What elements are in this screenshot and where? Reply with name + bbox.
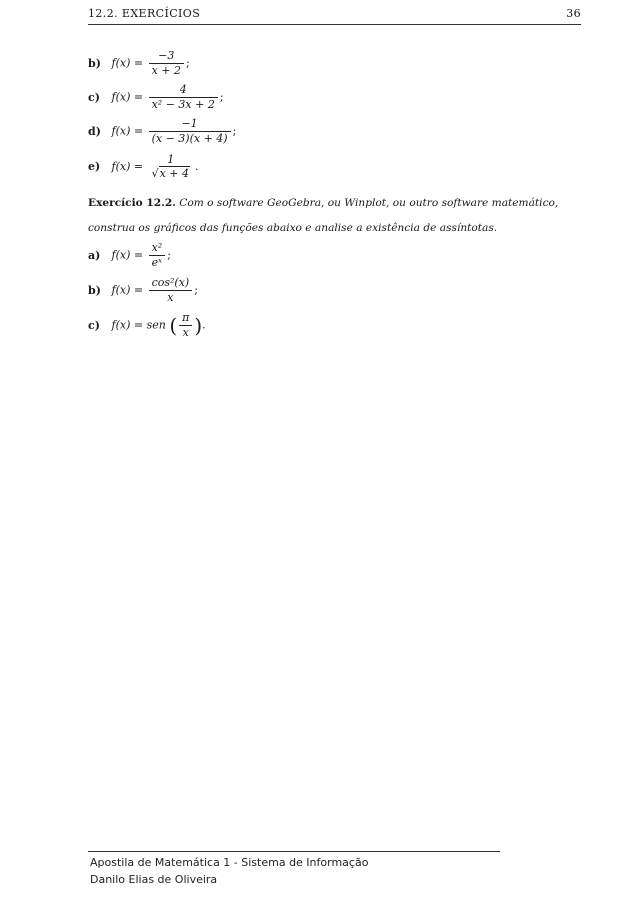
item-label: a) xyxy=(88,248,101,262)
punctuation: ; xyxy=(186,56,190,70)
numerator: −1 xyxy=(181,117,198,130)
page-number: 36 xyxy=(566,7,581,20)
running-header xyxy=(88,7,581,25)
function-lhs: f(x) = xyxy=(111,90,144,104)
fraction xyxy=(149,276,193,305)
exercise-heading: Exercício 12.2. xyxy=(88,197,176,209)
denominator xyxy=(149,167,193,181)
numerator: 4 xyxy=(179,83,187,96)
footer-rule xyxy=(88,851,500,852)
exercise-paragraph xyxy=(88,191,588,241)
function-item-b xyxy=(88,49,190,78)
punctuation: ; xyxy=(232,124,237,138)
function-lhs: f(x) = sen xyxy=(111,318,166,332)
header-rule xyxy=(88,24,581,25)
function-item-e xyxy=(88,153,199,181)
footer xyxy=(90,854,368,888)
numerator: x² xyxy=(151,241,163,254)
item-label: e) xyxy=(88,160,101,173)
fraction xyxy=(149,241,166,270)
item-label: b) xyxy=(88,283,101,297)
fraction xyxy=(179,311,192,340)
sqrt-symbol: √ xyxy=(151,167,159,180)
fraction xyxy=(149,83,218,112)
numerator: −3 xyxy=(158,49,175,62)
fraction xyxy=(149,153,193,181)
function-lhs: f(x) = xyxy=(111,283,144,297)
numerator: π xyxy=(182,311,190,324)
numerator: cos²(x) xyxy=(151,276,190,289)
function-lhs: f(x) = xyxy=(111,248,144,262)
denominator: eˣ xyxy=(149,255,166,270)
item-label: d) xyxy=(88,124,101,138)
open-paren: ( xyxy=(169,313,178,338)
item-label: b) xyxy=(88,56,101,70)
numerator: 1 xyxy=(167,153,175,166)
fraction xyxy=(149,49,184,78)
punctuation: ; xyxy=(167,248,171,262)
item-label: c) xyxy=(88,318,100,332)
denominator: x² − 3x + 2 xyxy=(149,97,218,112)
punctuation: . xyxy=(195,160,199,173)
punctuation: ; xyxy=(219,90,224,104)
denominator: x xyxy=(179,325,192,340)
denominator: (x − 3)(x + 4) xyxy=(149,131,231,146)
footer-author: Danilo Elias de Oliveira xyxy=(90,873,218,886)
function-lhs: f(x) = xyxy=(111,160,144,173)
function-item-a xyxy=(88,241,171,270)
punctuation: . xyxy=(202,318,206,332)
radicand: x + 4 xyxy=(159,167,190,180)
footer-course: Apostila de Matemática 1 - Sistema de Informação xyxy=(90,856,369,869)
function-lhs: f(x) = xyxy=(111,124,144,138)
close-paren: ) xyxy=(194,313,203,338)
denominator: x + 2 xyxy=(149,63,184,78)
fraction xyxy=(149,117,231,146)
exercise-text: Com o software GeoGebra, ou Winplot, ou outro software matemático, construa os gráficos das funções abaixo e analise a existência de assíntotas. xyxy=(88,197,559,234)
function-item-d xyxy=(88,117,236,146)
denominator: x xyxy=(149,290,193,305)
function-item-b2 xyxy=(88,276,198,305)
punctuation: ; xyxy=(194,283,198,297)
section-title: 12.2. EXERCÍCIOS xyxy=(88,7,201,20)
function-lhs: f(x) = xyxy=(111,56,144,70)
function-item-c2 xyxy=(88,311,206,340)
function-item-c xyxy=(88,83,224,112)
item-label: c) xyxy=(88,90,100,104)
